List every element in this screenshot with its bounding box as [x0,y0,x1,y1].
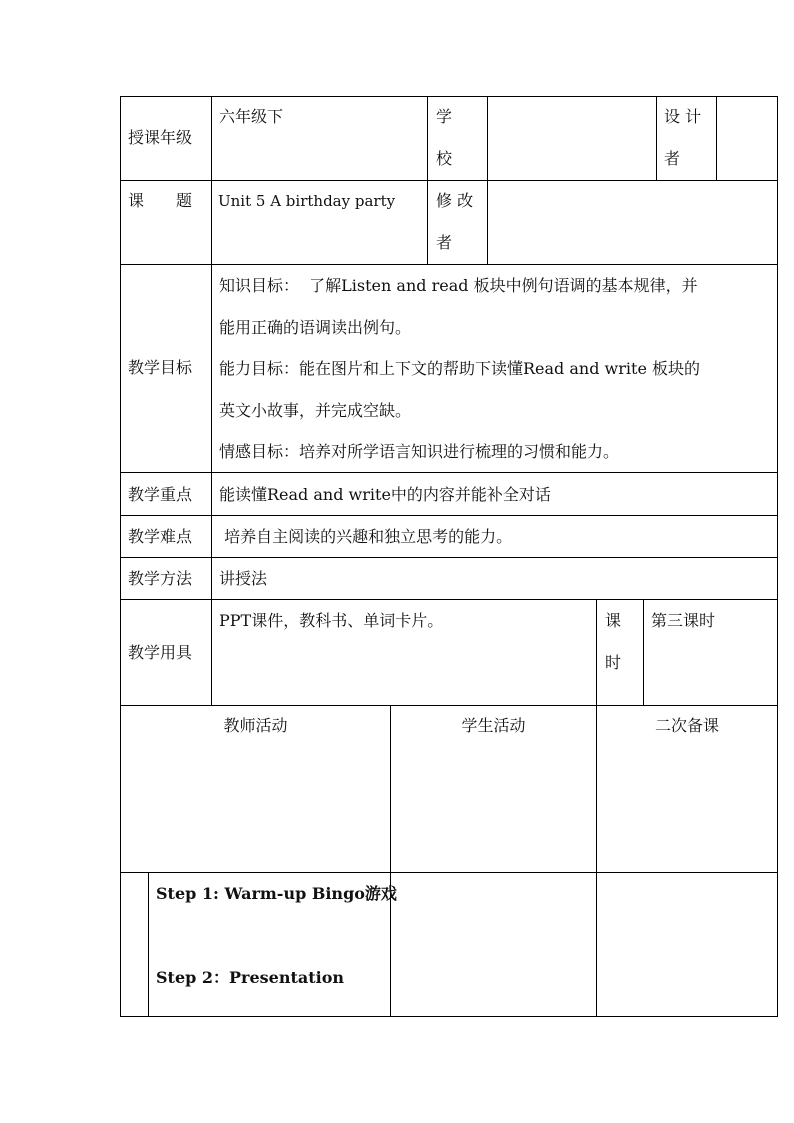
row-divider [120,557,778,558]
topic-value: Unit 5 A birthday party [218,192,396,210]
goal-ability-line-2: 英文小故事，并完成空缺。 [219,401,412,420]
column-divider [643,599,644,705]
step-1: Step 1: Warm-up Bingo游戏 [156,884,397,903]
row-divider [120,872,778,873]
table-border-left [120,96,121,1017]
tools-label: 教学用具 [128,643,193,662]
column-divider [656,96,657,180]
step-2: Step 2：Presentation [156,968,345,987]
method-value: 讲授法 [219,569,268,588]
row-divider [120,180,778,181]
row-divider [120,599,778,600]
period-value: 第三课时 [651,611,716,630]
column-divider [427,96,428,264]
period-label: 课 [605,611,622,630]
label-column-divider [211,96,212,705]
designer-label: 设 计 [664,107,702,126]
grade-label: 授课年级 [128,128,193,147]
reviser-label: 修 改 [436,191,474,210]
period-label: 时 [605,653,622,672]
teacher-activity-header: 教师活动 [223,716,288,735]
row-divider [120,705,778,706]
goal-ability-line-1: 能力目标：能在图片和上下文的帮助下读懂Read and write 板块的 [219,359,701,378]
second-prep-header: 二次备课 [654,716,719,735]
goal-knowledge-line-2: 能用正确的语调读出例句。 [219,318,412,337]
difficulty-value: 培养自主阅读的兴趣和独立思考的能力。 [219,527,513,546]
school-label: 学 [436,107,453,126]
row-divider [120,515,778,516]
designer-label: 者 [664,149,681,168]
row-divider [120,472,778,473]
column-divider [596,599,597,1016]
method-label: 教学方法 [128,569,193,588]
reviser-label: 者 [436,233,453,252]
table-border-top [120,96,778,97]
school-label: 校 [436,149,453,168]
key-point-value: 能读懂Read and write中的内容并能补全对话 [219,485,551,504]
difficulty-label: 教学难点 [128,527,193,546]
column-divider [716,96,717,180]
column-divider [487,96,488,264]
row-divider [120,264,778,265]
goals-label: 教学目标 [128,358,193,377]
student-activity-header: 学生活动 [461,716,526,735]
table-border-bottom [120,1016,778,1017]
key-point-label: 教学重点 [128,485,193,504]
table-border-right [777,96,778,1017]
column-divider [148,872,149,1016]
goal-knowledge-line-1: 知识目标： 了解Listen and read 板块中例句语调的基本规律，并 [219,276,698,295]
topic-label: 课 题 [128,191,193,210]
goal-emotion: 情感目标：培养对所学语言知识进行梳理的习惯和能力。 [219,442,620,461]
grade-value: 六年级下 [219,107,284,126]
column-divider [390,705,391,1016]
tools-value: PPT课件，教科书、单词卡片。 [219,611,444,630]
